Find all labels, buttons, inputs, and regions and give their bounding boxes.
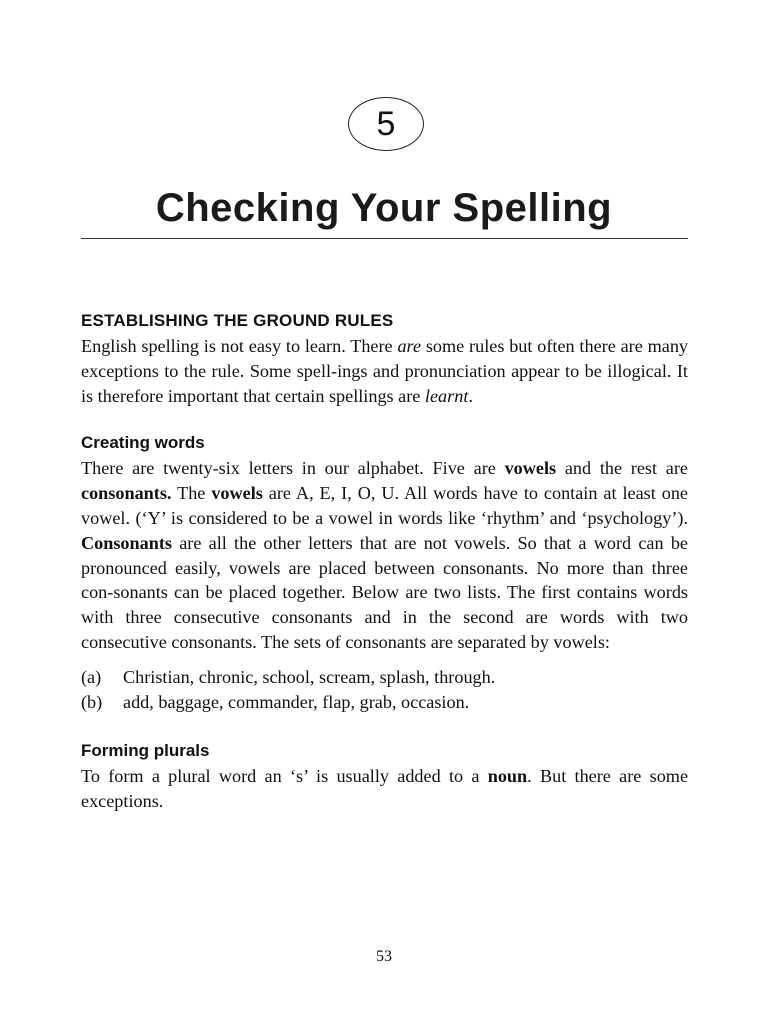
- section-heading-ground-rules: ESTABLISHING THE GROUND RULES: [81, 311, 394, 330]
- section-heading-forming-plurals: Forming plurals: [81, 741, 210, 761]
- bold-term: consonants.: [81, 483, 172, 504]
- page-content: [81, 308, 688, 814]
- paragraph-forming-plurals: To form a plural word an ‘s’ is usually added to a noun. But there are some exceptions.: [81, 766, 689, 812]
- chapter-number: 5: [376, 104, 396, 143]
- title-divider: [81, 238, 688, 239]
- emphasis-text: learnt: [424, 385, 469, 406]
- list-marker: (b): [81, 691, 103, 712]
- list-item-text: add, baggage, commander, flap, grab, occasion.: [123, 691, 470, 712]
- list-item-text: Christian, chronic, school, scream, splash, through.: [123, 666, 496, 687]
- list-item: [81, 690, 688, 715]
- bold-term: vowels: [504, 458, 557, 479]
- list-item: [81, 665, 688, 690]
- word-list: [81, 665, 688, 715]
- bold-term: Consonants: [81, 532, 172, 553]
- page-number: 53: [376, 948, 392, 965]
- chapter-number-badge: [348, 97, 424, 151]
- list-marker: (a): [81, 666, 102, 687]
- paragraph-creating-words: There are twenty-six letters in our alphabet. Five are vowels and the rest are consonants. The vowels are A, E, I, O, U. All words have to contain at least one vowel. (‘Y’ is considered to be a vowel in words like ‘rhythm’ and ‘psychology’). Consonants are all the other letters that are not vowels. So that a word can be pronounced easily, vowels are placed between consonants. No more than three con-sonants can be placed together. Below are two lists. The first contains words with three consecutive consonants and in the second are words with two consecutive consonants. The sets of consonants are separated by vowels:: [81, 458, 688, 652]
- bold-term: vowels: [211, 483, 263, 504]
- paragraph-ground-rules: English spelling is not easy to learn. There are some rules but often there are many exceptions to the rule. Some spell-ings and pronunciation appear to be illogical. It is therefore important that certain spellings are learnt.: [81, 336, 689, 406]
- bold-term: noun: [487, 766, 528, 787]
- section-heading-creating-words: Creating words: [81, 433, 205, 453]
- emphasis-text: are: [397, 336, 422, 356]
- chapter-title: Checking Your Spelling: [155, 186, 613, 230]
